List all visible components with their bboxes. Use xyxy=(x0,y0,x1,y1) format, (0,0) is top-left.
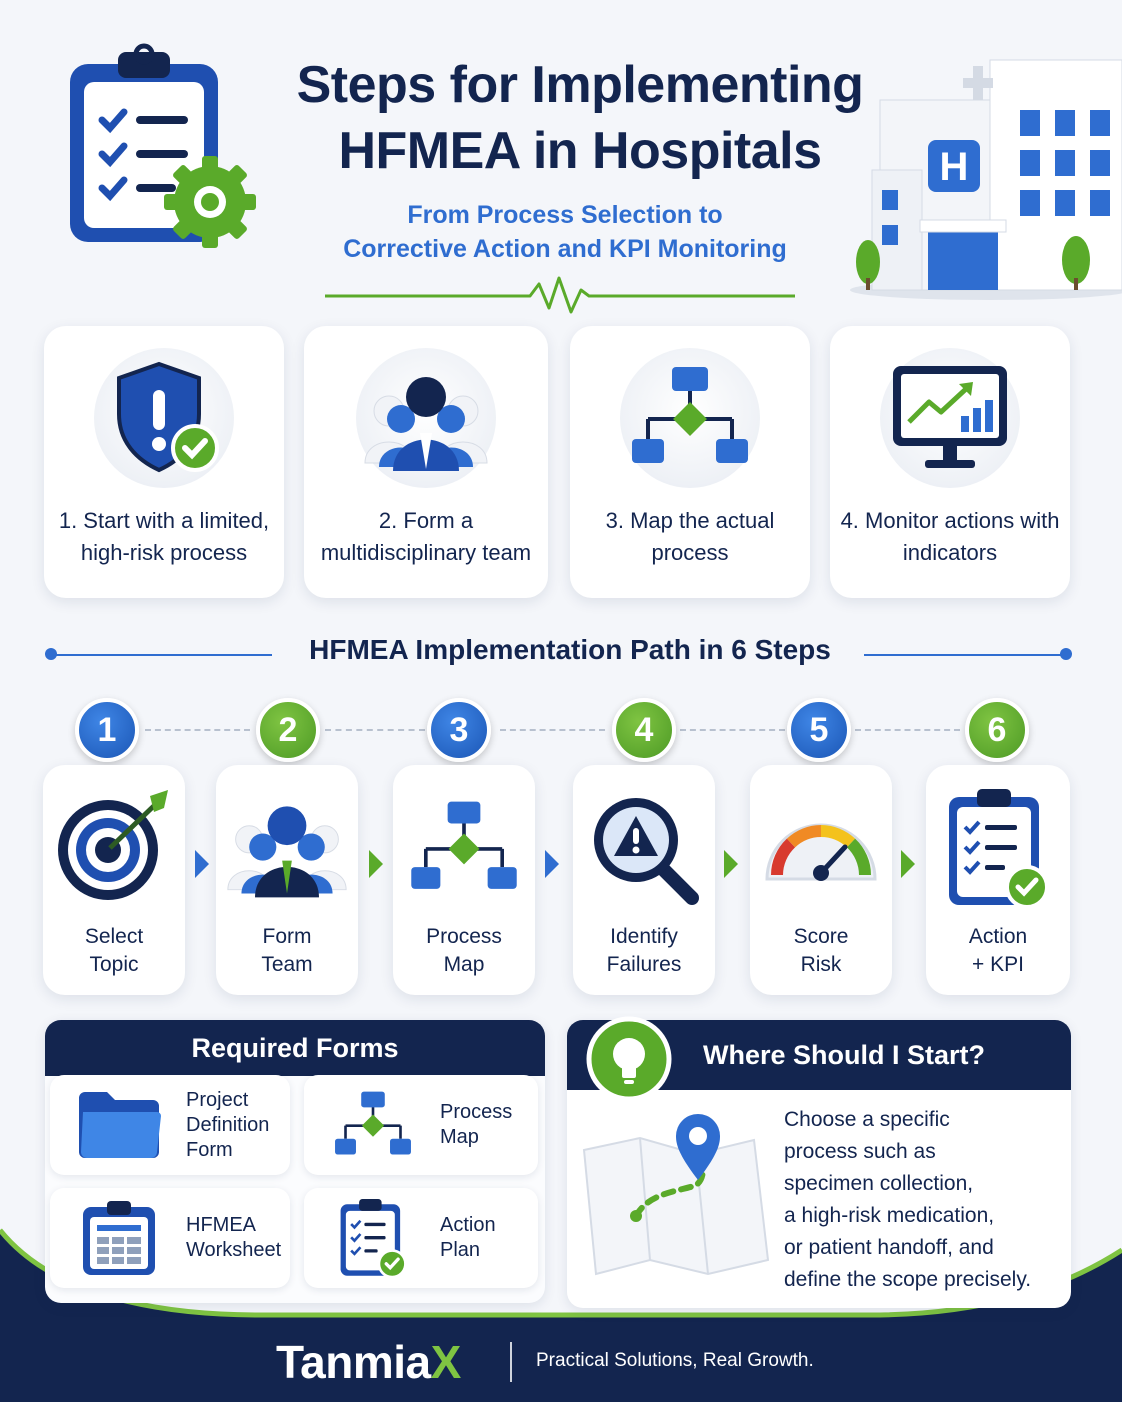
chevron-right-icon xyxy=(369,850,383,878)
step-card-score-risk xyxy=(750,765,892,995)
footer-divider xyxy=(510,1342,512,1382)
heartbeat-line-icon xyxy=(325,276,795,320)
step-card-identify-failures xyxy=(573,765,715,995)
title-line-2: HFMEA in Hospitals xyxy=(338,122,822,180)
intro-card-label: 2. Form a multidisciplinary team xyxy=(320,508,532,565)
step-card-action-kpi xyxy=(926,765,1070,995)
chevron-right-icon xyxy=(545,850,559,878)
lightbulb-icon xyxy=(586,1016,672,1102)
step-label: Identify Failures xyxy=(606,925,682,976)
form-item-label: Action Plan xyxy=(440,1214,496,1261)
step-number-4: 4 xyxy=(612,698,676,762)
step-card-process-map xyxy=(393,765,535,995)
subtitle-line-2: Corrective Action and KPI Monitoring xyxy=(343,235,787,263)
section-line-right xyxy=(864,654,1066,656)
step-label: Form Team xyxy=(261,925,313,976)
team-icon xyxy=(356,348,496,488)
monitor-chart-icon xyxy=(880,348,1020,488)
svg-text:H: H xyxy=(939,145,969,189)
subtitle-line-1: From Process Selection to xyxy=(407,201,723,229)
intro-card-2 xyxy=(304,326,548,598)
step-number-6: 6 xyxy=(965,698,1029,762)
clipboard-check-icon xyxy=(328,1200,418,1276)
map-pin-icon xyxy=(578,1110,774,1280)
target-icon xyxy=(43,783,185,913)
step-connector xyxy=(500,729,605,731)
form-item-action-plan xyxy=(304,1188,538,1288)
form-item-label: Process Map xyxy=(440,1101,513,1148)
required-forms-title: Required Forms xyxy=(45,1020,545,1076)
page-title xyxy=(230,52,930,184)
step-number-2: 2 xyxy=(256,698,320,762)
where-start-text: Choose a specific process such as specimen collection, a high-risk medication, or patient handoff, and define the scope precisely. xyxy=(784,1108,1032,1291)
chevron-right-icon xyxy=(724,850,738,878)
step-connector xyxy=(680,729,785,731)
form-item-process-map xyxy=(304,1075,538,1175)
intro-card-label: 1. Start with a limited, high-risk process xyxy=(58,508,270,565)
shield-alert-icon xyxy=(94,348,234,488)
step-label: Action + KPI xyxy=(968,925,1028,976)
flowchart-icon xyxy=(620,348,760,488)
page-subtitle xyxy=(280,198,850,266)
where-start-title: Where Should I Start? xyxy=(567,1020,1071,1090)
section-line-left xyxy=(50,654,272,656)
form-item-label: HFMEA Worksheet xyxy=(186,1214,282,1261)
brand-logo: TanmiaX xyxy=(276,1336,461,1388)
section-title: HFMEA Implementation Path in 6 Steps xyxy=(309,634,831,665)
magnifier-alert-icon xyxy=(573,783,715,913)
team-icon xyxy=(216,783,358,913)
worksheet-icon xyxy=(74,1200,164,1276)
form-item-hfmea-worksheet xyxy=(50,1188,290,1288)
step-number-3: 3 xyxy=(427,698,491,762)
chevron-right-icon xyxy=(195,850,209,878)
step-connector xyxy=(145,729,250,731)
brand-tagline: Practical Solutions, Real Growth. xyxy=(536,1350,814,1371)
step-label: Select Topic xyxy=(84,925,144,976)
section-dot-right xyxy=(1060,648,1072,660)
title-line-1: Steps for Implementing xyxy=(296,56,864,114)
clipboard-gear-icon xyxy=(62,42,257,252)
form-item-project-definition xyxy=(50,1075,290,1175)
chevron-right-icon xyxy=(901,850,915,878)
flowchart-icon xyxy=(328,1087,418,1163)
step-label: Process Map xyxy=(426,925,502,976)
flowchart-icon xyxy=(393,783,535,913)
step-card-form-team xyxy=(216,765,358,995)
intro-card-1 xyxy=(44,326,284,598)
step-connector xyxy=(855,729,960,731)
folder-icon xyxy=(74,1087,164,1163)
intro-card-label: 4. Monitor actions with indicators xyxy=(840,508,1060,565)
step-number-1: 1 xyxy=(75,698,139,762)
step-connector xyxy=(325,729,425,731)
step-card-select-topic xyxy=(43,765,185,995)
form-item-label: Project Definition Form xyxy=(186,1088,270,1161)
step-label: Score Risk xyxy=(793,925,849,976)
clipboard-check-icon xyxy=(926,783,1070,913)
intro-card-3 xyxy=(570,326,810,598)
step-number-5: 5 xyxy=(787,698,851,762)
intro-card-4 xyxy=(830,326,1070,598)
gauge-icon xyxy=(750,783,892,913)
intro-card-label: 3. Map the actual process xyxy=(605,508,775,565)
